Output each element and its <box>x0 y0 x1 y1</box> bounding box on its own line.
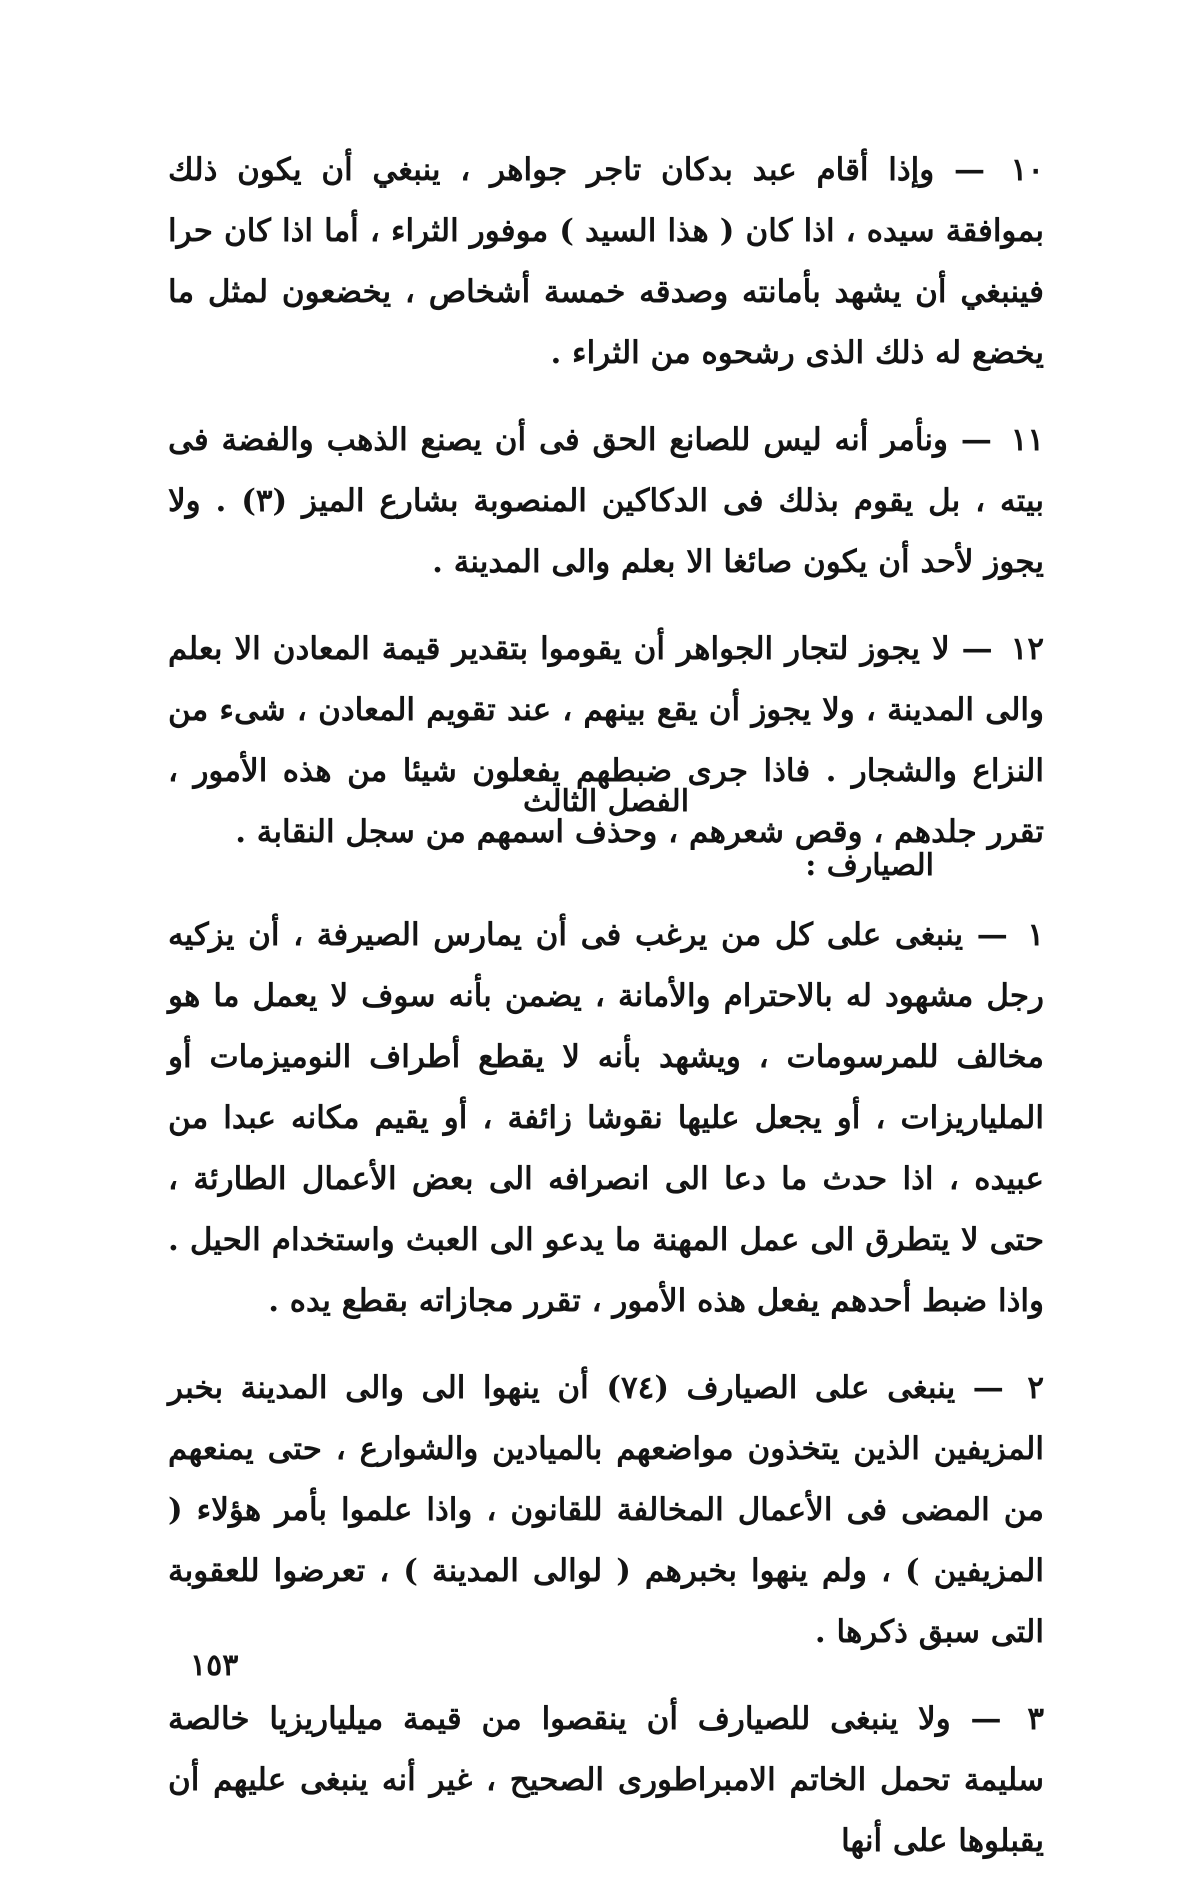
paragraph-number: ١ <box>1027 917 1044 953</box>
paragraph-1 <box>168 905 1044 1332</box>
page-number: ١٥٣ <box>190 1648 239 1683</box>
text-block-top <box>168 140 1044 889</box>
paragraph-11 <box>168 410 1044 593</box>
paragraph-text: — ينبغى على الصيارف (٧٤) أن ينهوا الى والى المدينة بخبر المزيفين الذين يتخذون مواضعهم بالميادين والشوارع ، حتى يمنعهم من المضى فى الأعمال المخالفة للقانون ، واذا علموا بأمر هؤلاء ( المزيفين ) ، ولم ينهوا بخبرهم ( لوالى المدينة ) ، تعرضوا للعقوبة التى سبق ذكرها . <box>168 1370 1044 1650</box>
paragraph-number: ١٢ <box>1010 631 1044 667</box>
paragraph-number: ٣ <box>1027 1701 1044 1737</box>
paragraph-number: ١٠ <box>1010 152 1044 188</box>
paragraph-2 <box>168 1358 1044 1663</box>
paragraph-10 <box>168 140 1044 384</box>
paragraph-number: ٢ <box>1027 1370 1044 1406</box>
paragraph-text: — لا يجوز لتجار الجواهر أن يقوموا بتقدير قيمة المعادن الا بعلم والى المدينة ، ولا يجوز أن يقع بينهم ، عند تقويم المعادن ، شىء من النزاع والشجار . فاذا جرى ضبطهم يفعلون شيئا من هذه الأمور ، تقرر جلدهم ، وقص شعرهم ، وحذف اسمهم من سجل النقابة . <box>168 631 1044 850</box>
paragraph-12 <box>168 619 1044 863</box>
paragraph-text: — ولا ينبغى للصيارف أن ينقصوا من قيمة ميلياريزيا خالصة سليمة تحمل الخاتم الامبراطورى الصحيح ، غير أنه ينبغى عليهم أن يقبلوها على أنها <box>168 1701 1044 1859</box>
paragraph-3 <box>168 1689 1044 1872</box>
paragraph-number: ١١ <box>1010 422 1044 458</box>
paragraph-text: — ونأمر أنه ليس للصانع الحق فى أن يصنع الذهب والفضة فى بيته ، بل يقوم بذلك فى الدكاكين المنصوبة بشارع الميز (٣) . ولا يجوز لأحد أن يكون صائغا الا بعلم والى المدينة . <box>168 422 1044 580</box>
section-heading: الصيارف : <box>805 848 934 883</box>
chapter-title: الفصل الثالث <box>522 784 690 819</box>
paragraph-text: — وإذا أقام عبد بدكان تاجر جواهر ، ينبغي أن يكون ذلك بموافقة سيده ، اذا كان ( هذا السيد ) موفور الثراء ، أما اذا كان حرا فينبغي أن يشهد بأمانته وصدقه خمسة أشخاص ، يخضعون لمثل ما يخضع له ذلك الذى رشحوه من الثراء . <box>168 152 1044 371</box>
paragraph-text: — ينبغى على كل من يرغب فى أن يمارس الصيرفة ، أن يزكيه رجل مشهود له بالاحترام والأمانة ، يضمن بأنه سوف لا يعمل ما هو مخالف للمرسومات ، ويشهد بأنه لا يقطع أطراف النوميزمات أو الملياريزات ، أو يجعل عليها نقوشا زائفة ، أو يقيم مكانه عبدا من عبيده ، اذا حدث ما دعا الى انصرافه الى بعض الأعمال الطارئة ، حتى لا يتطرق الى عمل المهنة ما يدعو الى العبث واستخدام الحيل . واذا ضبط أحدهم يفعل هذه الأمور ، تقرر مجازاته بقطع يده . <box>168 917 1044 1319</box>
text-block-bottom <box>168 905 1044 1898</box>
